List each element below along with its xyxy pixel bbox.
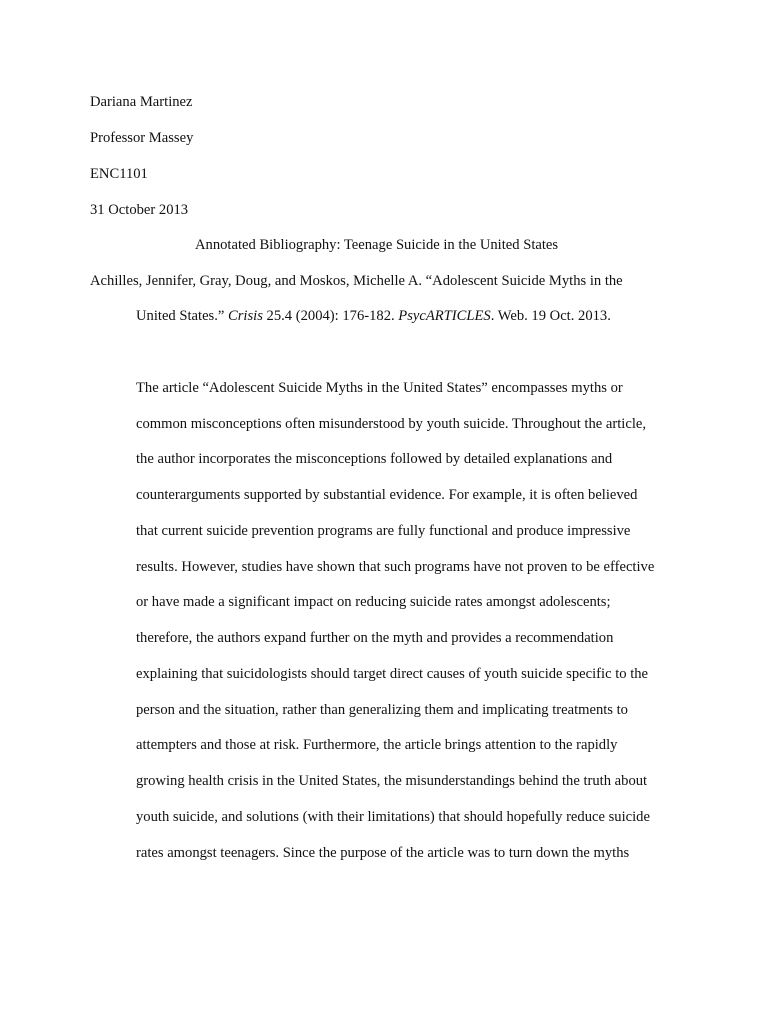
annotation-line: person and the situation, rather than generalizing them and implicating treatments to (136, 702, 628, 718)
citation-line-1: Achilles, Jennifer, Gray, Doug, and Moskos, Michelle A. “Adolescent Suicide Myths in the (90, 273, 623, 289)
annotation-line: or have made a significant impact on reducing suicide rates amongst adolescents; (136, 594, 611, 610)
annotation-line: therefore, the authors expand further on the myth and provides a recommendation (136, 630, 614, 646)
annotation-line: youth suicide, and solutions (with their limitations) that should hopefully reduce suicide (136, 809, 650, 825)
annotation-line: results. However, studies have shown that such programs have not proven to be effective (136, 559, 655, 575)
course-code: ENC1101 (90, 166, 148, 182)
annotation-line: attempters and those at risk. Furthermore, the article brings attention to the rapidly (136, 737, 618, 753)
annotation-line: rates amongst teenagers. Since the purpose of the article was to turn down the myths (136, 845, 630, 861)
annotation-line: the author incorporates the misconceptions followed by detailed explanations and (136, 451, 613, 467)
professor-name: Professor Massey (90, 130, 194, 146)
annotation-line: counterarguments supported by substantial evidence. For example, it is often believed (136, 487, 638, 503)
document-date: 31 October 2013 (90, 202, 189, 218)
citation-journal: Crisis (228, 308, 263, 324)
student-name: Dariana Martinez (90, 94, 193, 110)
citation-text: 25.4 (2004): 176-182. (262, 308, 399, 324)
document-title: Annotated Bibliography: Teenage Suicide in the United States (195, 237, 559, 253)
citation-text: United States.” (136, 308, 229, 324)
annotation-line: common misconceptions often misunderstood by youth suicide. Throughout the article, (136, 416, 647, 432)
citation-database: PsycARTICLES (398, 308, 491, 324)
annotation-line: The article “Adolescent Suicide Myths in the United States” encompasses myths or (136, 380, 623, 396)
annotation-line: that current suicide prevention programs are fully functional and produce impressive (136, 523, 631, 539)
annotation-line: explaining that suicidologists should target direct causes of youth suicide specific to the (136, 666, 649, 682)
annotation-line: growing health crisis in the United States, the misunderstandings behind the truth about (136, 773, 648, 789)
citation-line-2 (136, 307, 611, 325)
citation-text: . Web. 19 Oct. 2013. (490, 308, 611, 324)
